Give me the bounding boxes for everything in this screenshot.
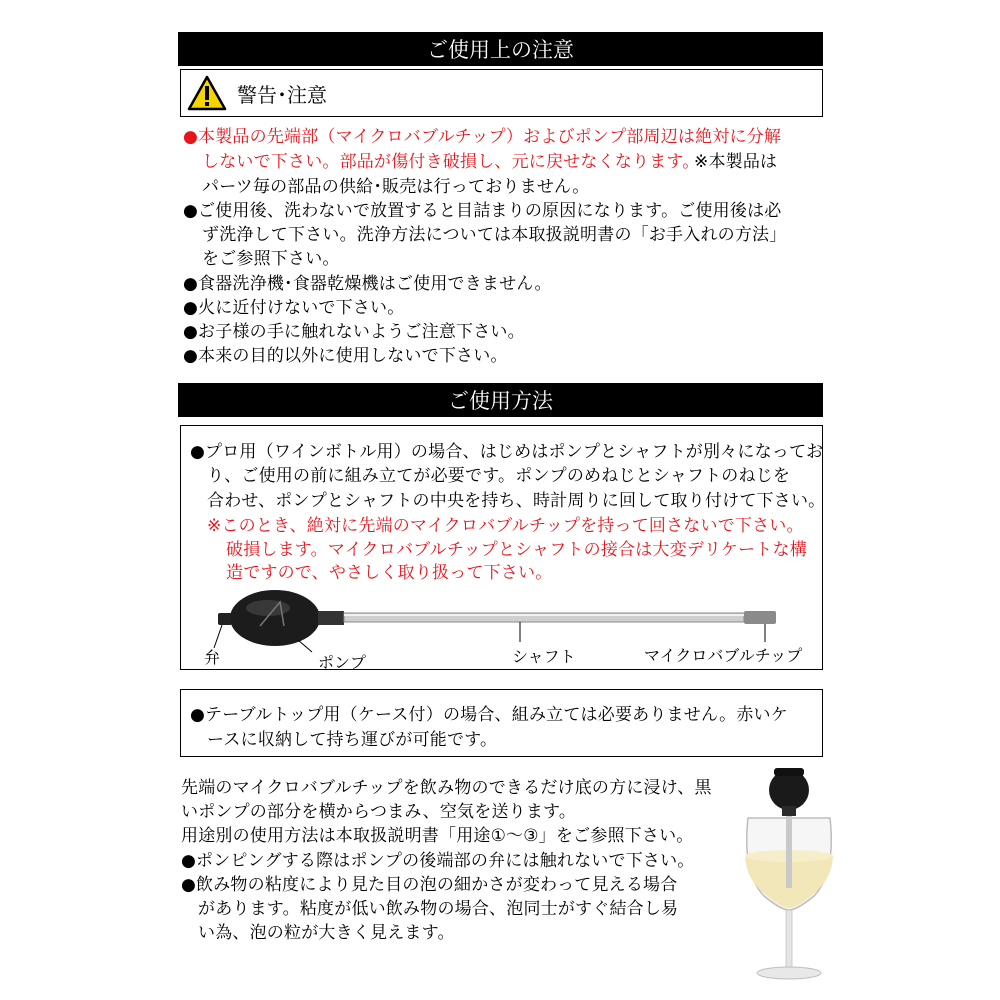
tabletop-usage-line: ースに収納して持ち運びが可能です。 (207, 730, 498, 750)
instruction-line: ●飲み物の粘度により見た目の泡の細かさが変わって見える場合 (181, 875, 678, 895)
shaft-label: シャフト (512, 647, 576, 666)
precaution-line: ず洗浄して下さい。洗浄方法については本取扱説明書の「お手入れの方法」 (202, 225, 787, 245)
pro-usage-line: 造ですので、やさしく取り扱って下さい。 (226, 563, 553, 583)
precaution-line: しないで下さい。部品が傷付き破損し、元に戻せなくなります。 (202, 152, 700, 172)
valve-icon (218, 613, 232, 625)
precaution-line: パーツ毎の部品の供給･販売は行っておりません。 (202, 177, 590, 197)
pro-usage-line: 破損します。マイクロバブルチップとシャフトの接合は大変デリケートな構 (226, 540, 807, 560)
valve-label: 弁 (204, 648, 221, 667)
precaution-line: ●お子様の手に触れないようご注意下さい。 (183, 322, 525, 342)
instruction-line: 用途別の使用方法は本取扱説明書「用途①～③」をご参照下さい。 (181, 826, 694, 846)
warning-heading-box (180, 69, 823, 117)
pro-usage-line: り、ご使用の前に組み立てが必要です。ポンプのめねじとシャフトのねじを (207, 466, 791, 486)
pro-usage-line: 合わせ、ポンプとシャフトの中央を持ち、時計周りに回して取り付けて下さい。 (207, 491, 826, 511)
precaution-line: ●本来の目的以外に使用しないで下さい。 (183, 346, 508, 366)
tip-label: マイクロバブルチップ (644, 646, 803, 665)
precautions-header (178, 32, 823, 66)
wine-glass-illustration (736, 768, 846, 988)
precautions-title: ご使用上の注意 (427, 38, 574, 62)
instruction-line: いポンプの部分を横からつまみ、空気を送ります。 (181, 802, 577, 822)
pro-usage-line: ●プロ用（ワインボトル用）の場合、はじめはポンプとシャフトが別々になってお (190, 442, 824, 462)
instruction-line: ●ポンピングする際はポンプの後端部の弁には触れないで下さい。 (181, 851, 695, 871)
pump-icon (230, 590, 320, 646)
tip-icon (744, 611, 776, 624)
usage-title: ご使用方法 (448, 389, 553, 413)
precaution-line: ※本製品は (694, 152, 778, 172)
pump-label: ポンプ (318, 653, 367, 672)
usage-header (178, 383, 823, 417)
warning-label: 警告･注意 (237, 82, 327, 107)
instruction-line: 先端のマイクロバブルチップを飲み物のできるだけ底の方に浸け、黒 (181, 778, 712, 798)
instruction-line: があります。粘度が低い飲み物の場合、泡同士がすぐ結合し易 (198, 899, 679, 919)
precaution-line: をご参照下さい。 (202, 249, 340, 269)
pro-usage-line: ※このとき、絶対に先端のマイクロバブルチップを持って回さないで下さい。 (207, 516, 804, 536)
precaution-line: ●本製品の先端部（マイクロバブルチップ）およびポンプ部周辺は絶対に分解 (183, 127, 782, 147)
tabletop-usage-line: ●テーブルトップ用（ケース付）の場合、組み立ては必要ありません。赤いケ (190, 705, 788, 725)
precaution-line: ●ご使用後、洗わないで放置すると目詰まりの原因になります。ご使用後は必 (183, 201, 782, 221)
precaution-line: ●食器洗浄機･食器乾燥機はご使用できません。 (183, 274, 552, 294)
warning-triangle-icon (187, 75, 227, 111)
precaution-line: ●火に近付けないで下さい。 (183, 298, 405, 318)
instruction-line: い為、泡の粒が大きく見えます。 (198, 923, 455, 943)
